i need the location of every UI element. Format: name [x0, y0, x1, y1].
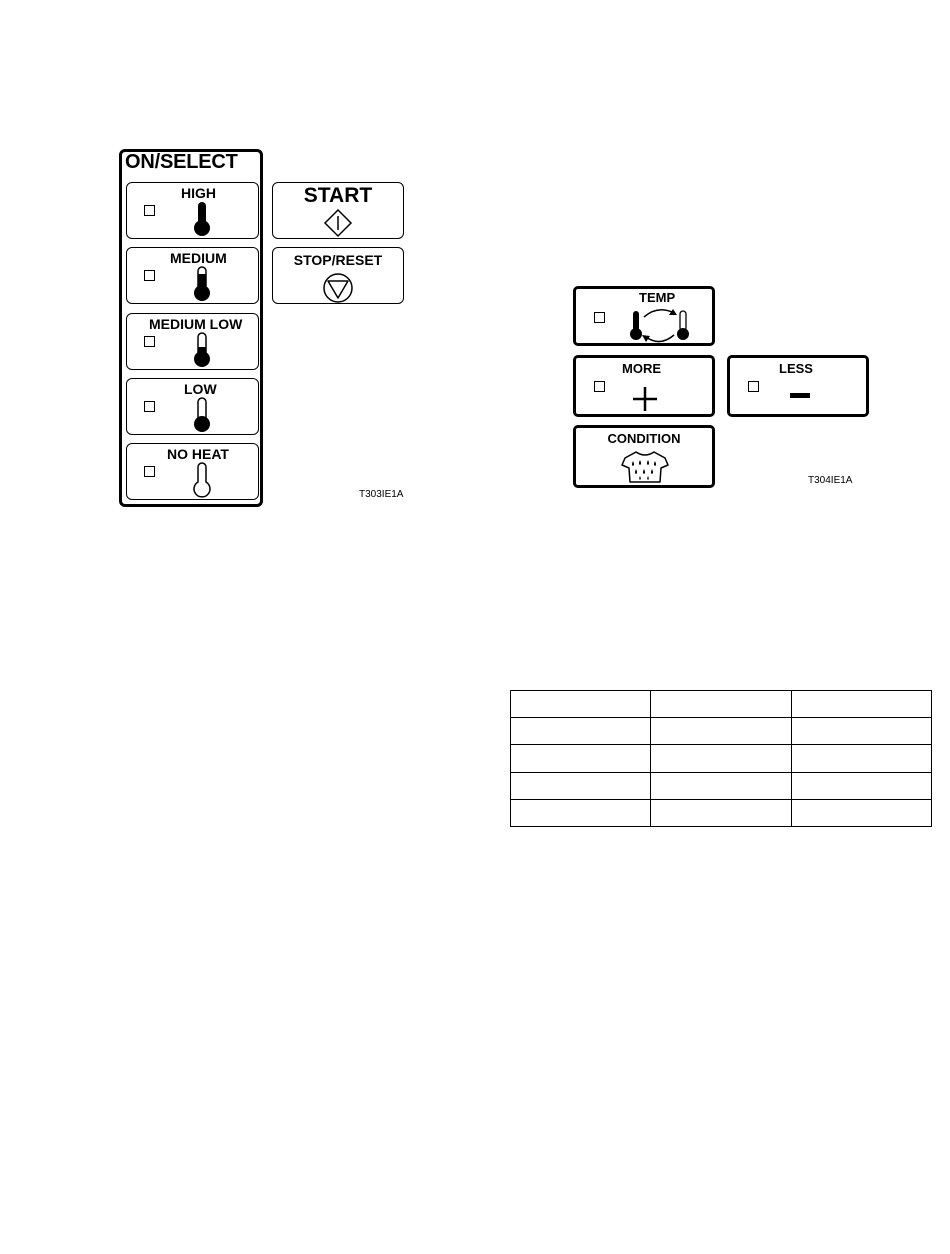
table-cell — [511, 799, 651, 826]
plus-icon — [631, 385, 659, 413]
blank-table — [510, 690, 932, 827]
table-cell — [791, 799, 931, 826]
no-heat-label: NO HEAT — [167, 446, 229, 462]
table-cell — [791, 718, 931, 745]
table-cell — [791, 745, 931, 772]
table-row — [511, 745, 932, 772]
table-cell — [651, 799, 791, 826]
high-indicator-light — [144, 205, 155, 216]
table-row — [511, 799, 932, 826]
thermometer-medium-low-icon — [191, 332, 213, 368]
low-label: LOW — [184, 381, 217, 397]
table-cell — [511, 745, 651, 772]
table-cell — [511, 691, 651, 718]
medium-label: MEDIUM — [170, 250, 227, 266]
left-figure-code: T303IE1A — [359, 489, 404, 500]
temp-cycle-icon — [624, 305, 694, 345]
shirt-moisture-icon — [620, 449, 670, 485]
table-cell — [511, 772, 651, 799]
thermometer-empty-icon — [191, 462, 213, 498]
condition-label: CONDITION — [607, 431, 681, 446]
start-button[interactable] — [272, 182, 404, 239]
high-label: HIGH — [181, 185, 216, 201]
temp-label: TEMP — [639, 290, 676, 305]
table-cell — [511, 718, 651, 745]
stop-reset-button[interactable] — [272, 247, 404, 304]
low-indicator-light — [144, 401, 155, 412]
table-row — [511, 718, 932, 745]
low-heat-button[interactable] — [126, 378, 259, 435]
start-diamond-icon — [323, 208, 353, 238]
no-heat-indicator-light — [144, 466, 155, 477]
stop-reset-label: STOP/RESET — [293, 252, 383, 268]
less-indicator-light — [748, 381, 759, 392]
on-select-title: ON/SELECT — [125, 151, 238, 173]
thermometer-full-icon — [191, 201, 213, 237]
table-cell — [651, 772, 791, 799]
more-label: MORE — [622, 361, 661, 376]
right-figure-code: T304IE1A — [808, 475, 853, 486]
less-label: LESS — [779, 361, 813, 376]
table-cell — [791, 772, 931, 799]
medium-heat-button[interactable] — [126, 247, 259, 304]
table-cell — [791, 691, 931, 718]
table-row — [511, 691, 932, 718]
less-button[interactable] — [727, 355, 869, 417]
table-cell — [651, 718, 791, 745]
no-heat-button[interactable] — [126, 443, 259, 500]
more-indicator-light — [594, 381, 605, 392]
table-row — [511, 772, 932, 799]
more-button[interactable] — [573, 355, 715, 417]
thermometer-low-icon — [191, 397, 213, 433]
medium-low-indicator-light — [144, 336, 155, 347]
medium-low-heat-button[interactable] — [126, 313, 259, 370]
temp-button[interactable] — [573, 286, 715, 346]
minus-icon — [788, 391, 812, 401]
medium-indicator-light — [144, 270, 155, 281]
thermometer-medium-icon — [191, 266, 213, 302]
temp-indicator-light — [594, 312, 605, 323]
stop-triangle-icon — [322, 272, 354, 304]
table-cell — [651, 691, 791, 718]
condition-button[interactable] — [573, 425, 715, 488]
high-heat-button[interactable] — [126, 182, 259, 239]
medium-low-label: MEDIUM LOW — [149, 316, 243, 332]
table-cell — [651, 745, 791, 772]
start-label: START — [303, 184, 373, 207]
